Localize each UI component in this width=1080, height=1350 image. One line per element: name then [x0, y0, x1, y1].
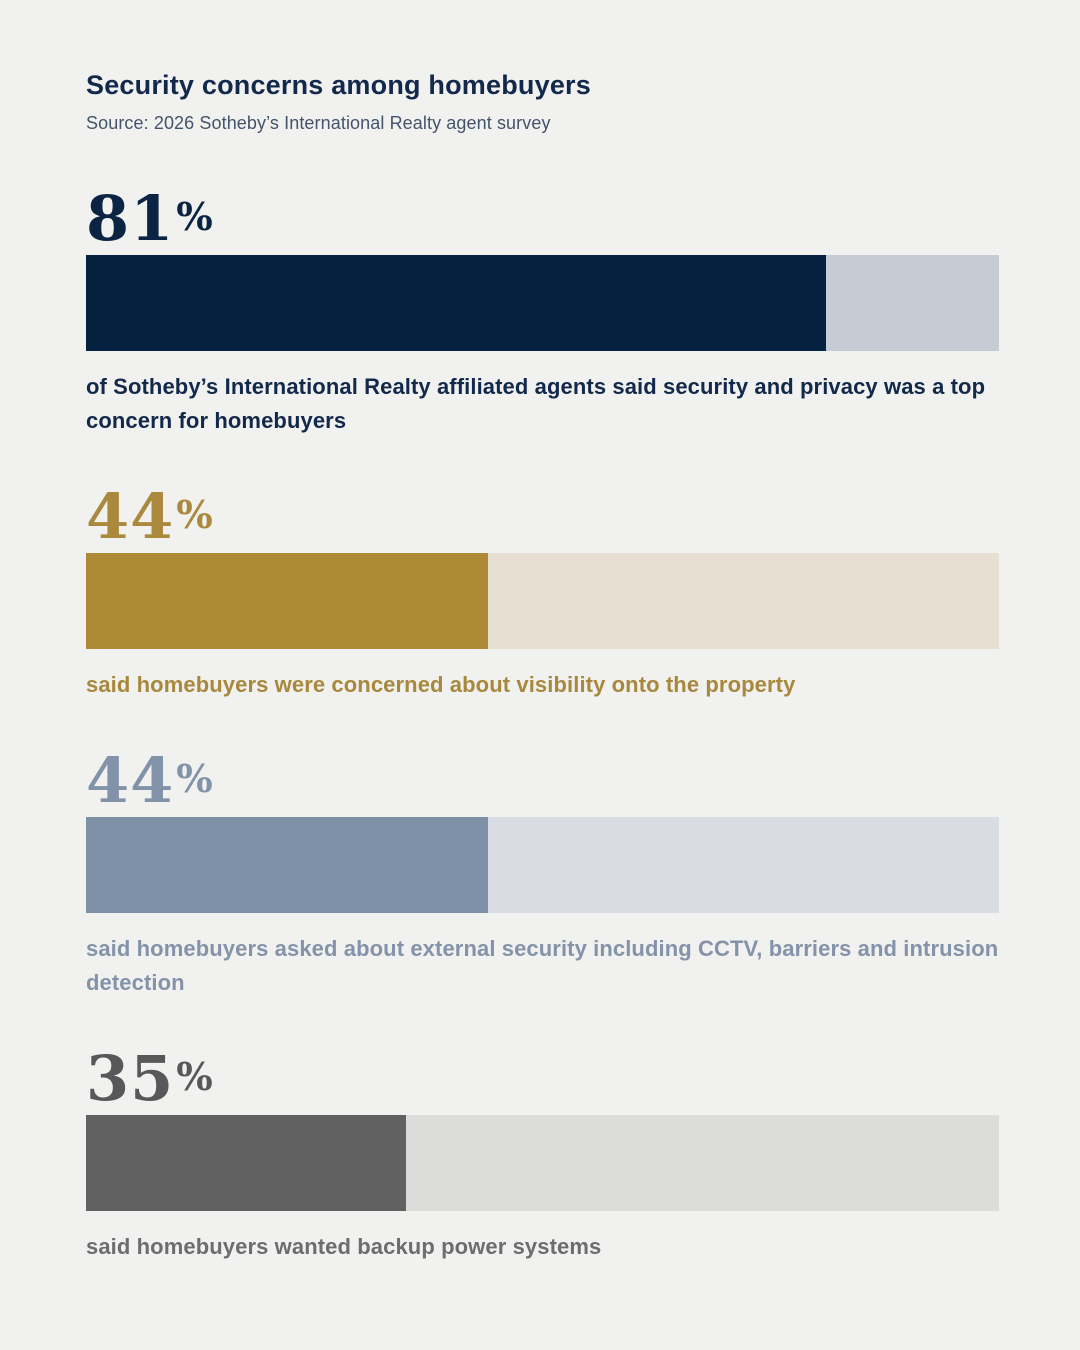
stat-bar-fill: [86, 1115, 406, 1211]
stats-list: [86, 182, 999, 1264]
stat-bar-fill: [86, 817, 488, 913]
stat-block: [86, 479, 999, 702]
stat-bar-track: [86, 255, 999, 351]
stat-value: [86, 182, 999, 255]
percent-sign: %: [176, 1054, 214, 1100]
stat-caption: of Sotheby’s International Realty affiliated agents said security and privacy was a top concern for homebuyers: [86, 373, 986, 433]
stat-value-number: 44: [86, 743, 175, 817]
stat-block: [86, 182, 999, 438]
stat-value-number: 35: [86, 1041, 175, 1115]
stat-bar-fill: [86, 255, 826, 351]
percent-sign: %: [176, 756, 214, 802]
stat-value-number: 44: [86, 479, 175, 553]
stat-value: [86, 479, 999, 553]
stat-caption: said homebuyers wanted backup power systems: [86, 1233, 602, 1259]
stat-value: [86, 743, 999, 817]
stat-bar-track: [86, 817, 999, 913]
stat-block: [86, 743, 999, 1000]
percent-sign: %: [176, 195, 214, 241]
stat-bar-track: [86, 553, 999, 649]
stat-caption: said homebuyers asked about external security including CCTV, barriers and intrusion detection: [86, 935, 999, 995]
percent-sign: %: [176, 492, 214, 538]
stat-value: [86, 1041, 999, 1115]
stat-bar-track: [86, 1115, 999, 1211]
source-line: Source: 2026 Sotheby’s International Realty agent survey: [86, 113, 551, 133]
stat-caption: said homebuyers were concerned about visibility onto the property: [86, 671, 796, 697]
stat-value-number: 81: [86, 182, 175, 255]
page-title: Security concerns among homebuyers: [86, 70, 591, 100]
stat-bar-fill: [86, 553, 488, 649]
stat-block: [86, 1041, 999, 1264]
